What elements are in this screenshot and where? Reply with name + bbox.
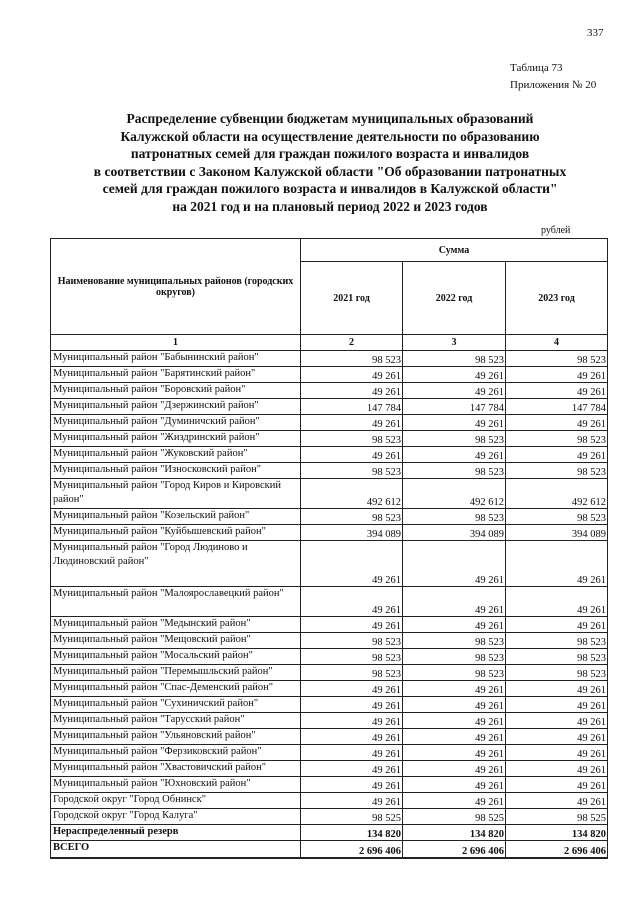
value-2021: 98 523 xyxy=(301,649,403,665)
municipality-name: Муниципальный район "Боровский район" xyxy=(51,383,301,399)
table-row xyxy=(51,463,608,479)
value-2021: 98 525 xyxy=(301,809,403,825)
table-row xyxy=(51,665,608,681)
value-2023: 49 261 xyxy=(506,697,608,713)
title-line: патронатных семей для граждан пожилого возраста и инвалидов xyxy=(130,146,530,161)
column-number-row xyxy=(51,335,608,351)
header-2023: 2023 год xyxy=(506,262,608,335)
value-2023: 49 261 xyxy=(506,777,608,793)
municipality-name: Муниципальный район "Медынский район" xyxy=(51,617,301,633)
table-row xyxy=(51,525,608,541)
value-2023: 49 261 xyxy=(506,587,608,617)
value-2021: 49 261 xyxy=(301,541,403,587)
value-2022: 98 523 xyxy=(403,431,506,447)
municipality-name: Муниципальный район "Сухиничский район" xyxy=(51,697,301,713)
municipality-name: Муниципальный район "Город Людиново и Людиновский район" xyxy=(51,541,301,587)
value-2023: 49 261 xyxy=(506,415,608,431)
subvention-table xyxy=(50,238,608,859)
municipality-name: Муниципальный район "Козельский район" xyxy=(51,509,301,525)
column-number: 3 xyxy=(403,335,506,351)
municipality-name: Муниципальный район "Мосальский район" xyxy=(51,649,301,665)
municipality-name: Муниципальный район "Мещовский район" xyxy=(51,633,301,649)
value-2021: 98 523 xyxy=(301,463,403,479)
value-2022: 49 261 xyxy=(403,617,506,633)
value-2022: 49 261 xyxy=(403,745,506,761)
header-name: Наименование муниципальных районов (городских округов) xyxy=(51,239,301,335)
municipality-name: Муниципальный район "Дзержинский район" xyxy=(51,399,301,415)
table-row xyxy=(51,541,608,587)
header-2021: 2021 год xyxy=(301,262,403,335)
table-row xyxy=(51,729,608,745)
municipality-name: Муниципальный район "Куйбышевский район" xyxy=(51,525,301,541)
value-2021: 98 523 xyxy=(301,665,403,681)
value-2021: 492 612 xyxy=(301,479,403,509)
value-2022: 98 523 xyxy=(403,509,506,525)
value-2022: 49 261 xyxy=(403,729,506,745)
table-row xyxy=(51,825,608,841)
value-2022: 98 525 xyxy=(403,809,506,825)
value-2021: 98 523 xyxy=(301,351,403,367)
municipality-name: Муниципальный район "Ферзиковский район" xyxy=(51,745,301,761)
municipality-name: Нераспределенный резерв xyxy=(51,825,301,841)
municipality-name: Муниципальный район "Малоярославецкий район" xyxy=(51,587,301,617)
header-2022: 2022 год xyxy=(403,262,506,335)
total-row xyxy=(51,841,608,859)
appendix-reference: Приложения № 20 xyxy=(510,79,597,91)
total-label: ВСЕГО xyxy=(51,841,301,859)
table-row xyxy=(51,761,608,777)
column-number: 1 xyxy=(51,335,301,351)
table-row xyxy=(51,431,608,447)
value-2021: 49 261 xyxy=(301,713,403,729)
value-2022: 49 261 xyxy=(403,587,506,617)
title-line: на 2021 год и на плановый период 2022 и 2023 годов xyxy=(172,198,488,214)
value-2021: 49 261 xyxy=(301,681,403,697)
municipality-name: Муниципальный район "Барятинский район" xyxy=(51,367,301,383)
table-body xyxy=(51,351,608,841)
table-row xyxy=(51,415,608,431)
value-2023: 98 523 xyxy=(506,665,608,681)
total-2021: 2 696 406 xyxy=(301,841,403,859)
value-2023: 147 784 xyxy=(506,399,608,415)
value-2022: 134 820 xyxy=(403,825,506,841)
table-row xyxy=(51,351,608,367)
value-2023: 98 523 xyxy=(506,509,608,525)
table-row xyxy=(51,793,608,809)
column-number: 4 xyxy=(506,335,608,351)
value-2023: 49 261 xyxy=(506,761,608,777)
table-row xyxy=(51,633,608,649)
table-row xyxy=(51,649,608,665)
table-row xyxy=(51,447,608,463)
value-2023: 49 261 xyxy=(506,541,608,587)
value-2023: 49 261 xyxy=(506,713,608,729)
value-2021: 49 261 xyxy=(301,697,403,713)
value-2023: 98 523 xyxy=(506,351,608,367)
value-2023: 49 261 xyxy=(506,729,608,745)
table-row xyxy=(51,399,608,415)
table-row xyxy=(51,697,608,713)
table-row xyxy=(51,713,608,729)
municipality-name: Муниципальный район "Спас-Деменский район" xyxy=(51,681,301,697)
value-2021: 49 261 xyxy=(301,745,403,761)
header-sum: Сумма xyxy=(301,239,608,262)
value-2021: 49 261 xyxy=(301,761,403,777)
municipality-name: Городской округ "Город Калуга" xyxy=(51,809,301,825)
value-2022: 147 784 xyxy=(403,399,506,415)
value-2021: 49 261 xyxy=(301,729,403,745)
title-line: в соответствии с Законом Калужской области "Об образовании патронатных xyxy=(93,163,567,179)
value-2021: 49 261 xyxy=(301,793,403,809)
total-2023: 2 696 406 xyxy=(506,841,608,859)
value-2023: 394 089 xyxy=(506,525,608,541)
value-2021: 49 261 xyxy=(301,367,403,383)
table-row xyxy=(51,587,608,617)
value-2023: 98 523 xyxy=(506,633,608,649)
value-2023: 98 523 xyxy=(506,463,608,479)
municipality-name: Муниципальный район "Бабынинский район" xyxy=(51,351,301,367)
value-2021: 394 089 xyxy=(301,525,403,541)
municipality-name: Муниципальный район "Юхновский район" xyxy=(51,777,301,793)
value-2023: 49 261 xyxy=(506,793,608,809)
title-line: семей для граждан пожилого возраста и инвалидов в Калужской области" xyxy=(102,181,558,196)
value-2022: 49 261 xyxy=(403,681,506,697)
value-2023: 98 525 xyxy=(506,809,608,825)
municipality-name: Муниципальный район "Ульяновский район" xyxy=(51,729,301,745)
value-2022: 492 612 xyxy=(403,479,506,509)
table-row xyxy=(51,681,608,697)
value-2021: 49 261 xyxy=(301,415,403,431)
value-2022: 49 261 xyxy=(403,367,506,383)
table-row xyxy=(51,745,608,761)
value-2021: 98 523 xyxy=(301,509,403,525)
table-row xyxy=(51,509,608,525)
units-label: рублей xyxy=(541,225,571,236)
value-2021: 49 261 xyxy=(301,447,403,463)
municipality-name: Муниципальный район "Жиздринский район" xyxy=(51,431,301,447)
value-2023: 49 261 xyxy=(506,367,608,383)
municipality-name: Муниципальный район "Хвастовичский район" xyxy=(51,761,301,777)
value-2022: 49 261 xyxy=(403,447,506,463)
municipality-name: Муниципальный район "Жуковский район" xyxy=(51,447,301,463)
municipality-name: Муниципальный район "Думиничский район" xyxy=(51,415,301,431)
value-2021: 98 523 xyxy=(301,431,403,447)
municipality-name: Муниципальный район "Тарусский район" xyxy=(51,713,301,729)
value-2022: 49 261 xyxy=(403,383,506,399)
value-2021: 49 261 xyxy=(301,617,403,633)
value-2023: 98 523 xyxy=(506,649,608,665)
value-2022: 98 523 xyxy=(403,665,506,681)
value-2023: 98 523 xyxy=(506,431,608,447)
value-2023: 492 612 xyxy=(506,479,608,509)
value-2022: 98 523 xyxy=(403,633,506,649)
value-2022: 49 261 xyxy=(403,713,506,729)
municipality-name: Городской округ "Город Обнинск" xyxy=(51,793,301,809)
table-row xyxy=(51,617,608,633)
value-2021: 98 523 xyxy=(301,633,403,649)
title-line: Калужской области на осуществление деятельности по образованию xyxy=(120,128,540,144)
value-2023: 49 261 xyxy=(506,681,608,697)
value-2022: 98 523 xyxy=(403,351,506,367)
document-title xyxy=(60,110,600,215)
value-2022: 49 261 xyxy=(403,793,506,809)
column-number: 2 xyxy=(301,335,403,351)
value-2023: 49 261 xyxy=(506,617,608,633)
value-2022: 98 523 xyxy=(403,463,506,479)
table-row xyxy=(51,367,608,383)
total-2022: 2 696 406 xyxy=(403,841,506,859)
value-2023: 134 820 xyxy=(506,825,608,841)
table-row xyxy=(51,383,608,399)
value-2022: 49 261 xyxy=(403,541,506,587)
table-row xyxy=(51,479,608,509)
value-2022: 49 261 xyxy=(403,761,506,777)
value-2023: 49 261 xyxy=(506,745,608,761)
value-2021: 134 820 xyxy=(301,825,403,841)
value-2022: 49 261 xyxy=(403,697,506,713)
page-number: 337 xyxy=(587,27,604,39)
value-2022: 98 523 xyxy=(403,649,506,665)
value-2021: 49 261 xyxy=(301,777,403,793)
municipality-name: Муниципальный район "Перемышльский район" xyxy=(51,665,301,681)
title-line: Распределение субвенции бюджетам муниципальных образований xyxy=(126,111,534,126)
municipality-name: Муниципальный район "Износковский район" xyxy=(51,463,301,479)
value-2021: 147 784 xyxy=(301,399,403,415)
value-2022: 394 089 xyxy=(403,525,506,541)
municipality-name: Муниципальный район "Город Киров и Кировский район" xyxy=(51,479,301,509)
table-row xyxy=(51,809,608,825)
table-reference: Таблица 73 xyxy=(510,62,563,74)
value-2022: 49 261 xyxy=(403,777,506,793)
table-row xyxy=(51,777,608,793)
value-2021: 49 261 xyxy=(301,383,403,399)
value-2023: 49 261 xyxy=(506,447,608,463)
value-2023: 49 261 xyxy=(506,383,608,399)
value-2021: 49 261 xyxy=(301,587,403,617)
value-2022: 49 261 xyxy=(403,415,506,431)
